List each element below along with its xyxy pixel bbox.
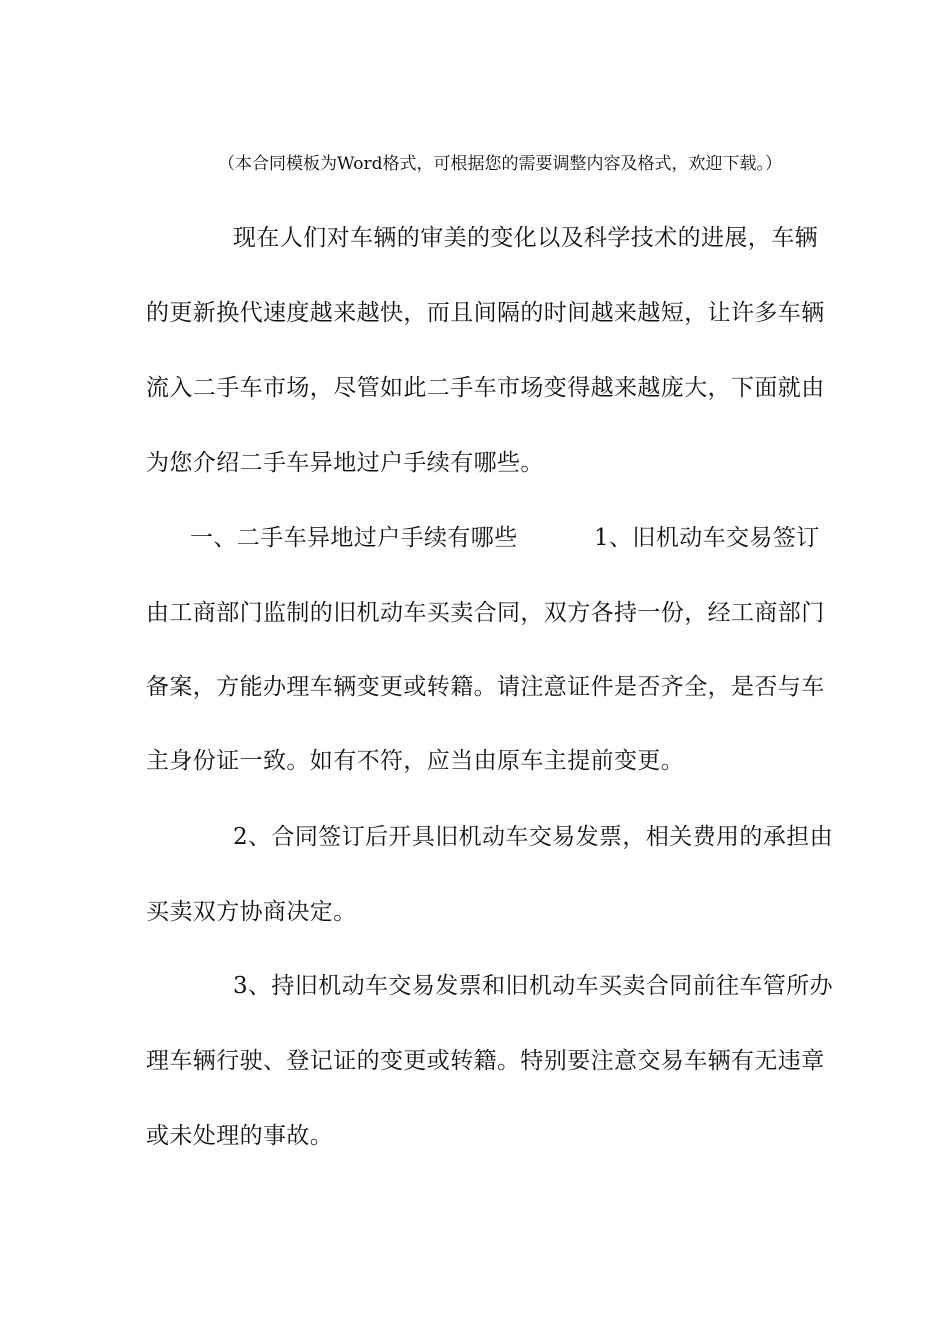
template-note: （本合同模板为Word格式，可根据您的需要调整内容及格式，欢迎下载。） <box>217 154 783 174</box>
item1-line-4: 主身份证一致。如有不符，应当由原车主提前变更。 <box>146 748 685 774</box>
item3-line-1: 3、持旧机动车交易发票和旧机动车买卖合同前往车管所办 <box>233 973 834 999</box>
item3-line-2: 理车辆行驶、登记证的变更或转籍。特别要注意交易车辆有无违章 <box>146 1048 825 1074</box>
intro-line-1: 现在人们对车辆的审美的变化以及科学技术的进展，车辆 <box>233 225 818 251</box>
item1-line-2: 由工商部门监制的旧机动车买卖合同，双方各持一份，经工商部门 <box>146 600 825 626</box>
intro-line-2: 的更新换代速度越来越快，而且间隔的时间越来越短，让许多车辆 <box>146 300 825 326</box>
item2-line-2: 买卖双方协商决定。 <box>146 899 357 925</box>
intro-line-3: 流入二手车市场，尽管如此二手车市场变得越来越庞大，下面就由 <box>146 375 825 401</box>
item3-line-3: 或未处理的事故。 <box>146 1123 334 1149</box>
intro-line-4: 为您介绍二手车异地过户手续有哪些。 <box>146 450 544 476</box>
item2-line-1: 2、合同签订后开具旧机动车交易发票，相关费用的承担由 <box>233 824 834 850</box>
item1-line-3: 备案，方能办理车辆变更或转籍。请注意证件是否齐全，是否与车 <box>146 674 825 700</box>
item1-line-1: 1、旧机动车交易签订 <box>594 525 820 551</box>
section-heading: 一、二手车异地过户手续有哪些 <box>190 525 518 551</box>
